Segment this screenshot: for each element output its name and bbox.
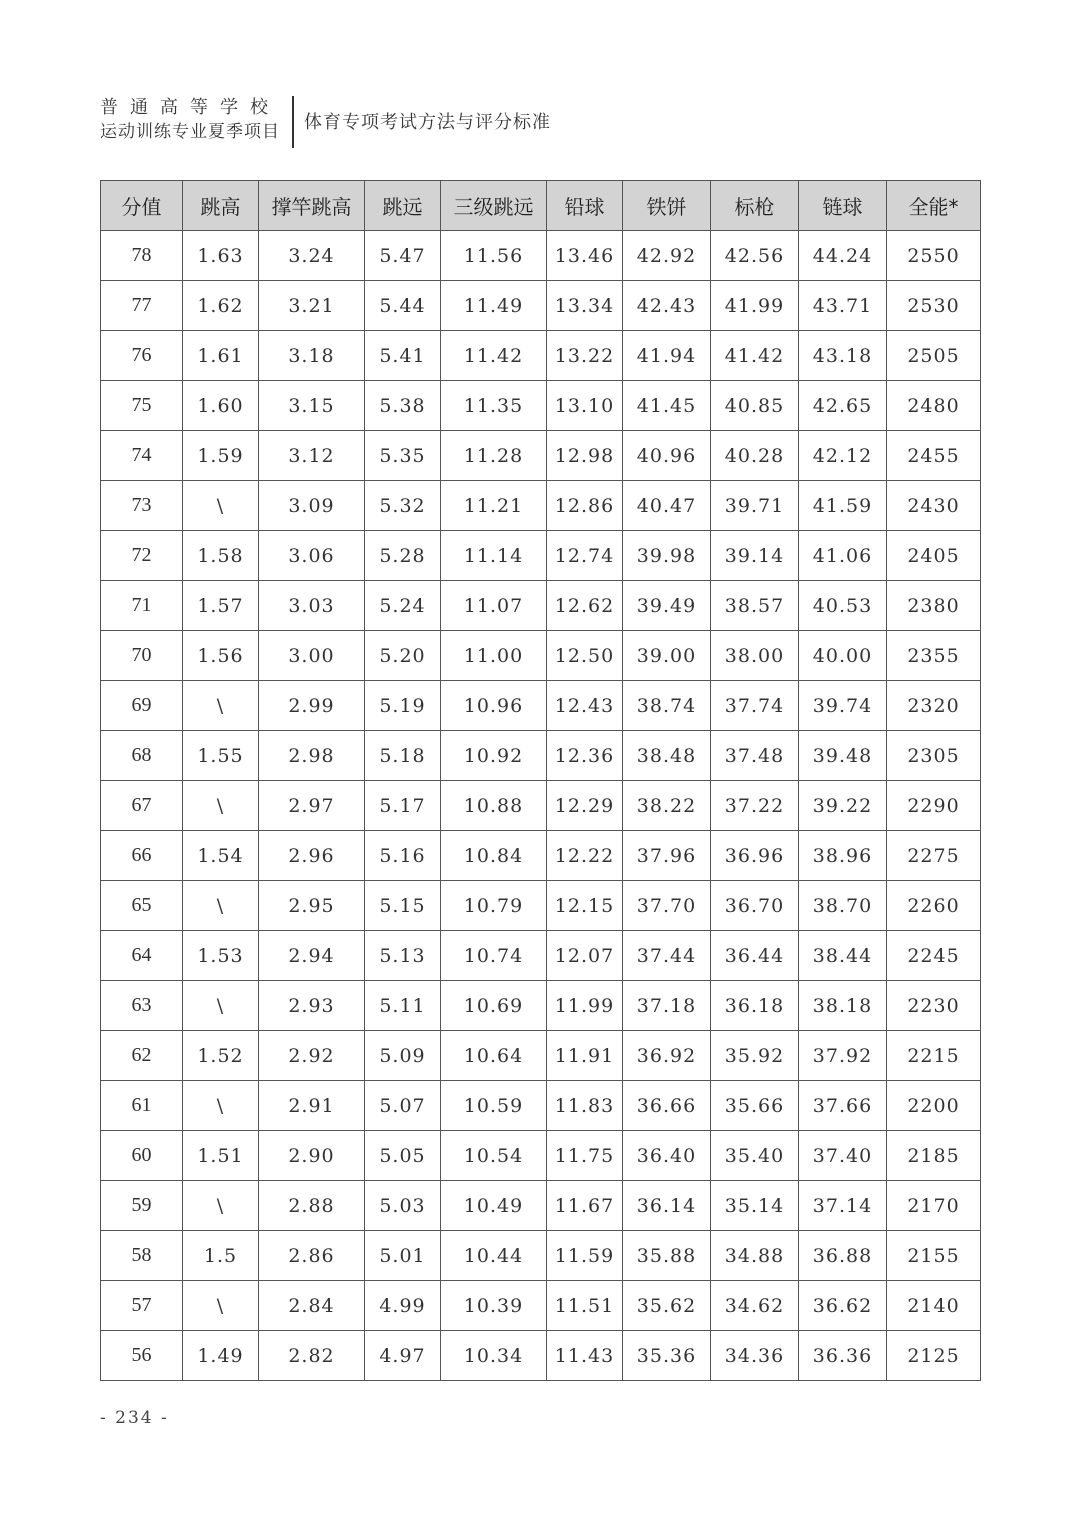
- table-cell: 42.43: [623, 281, 711, 331]
- table-cell: \: [183, 981, 259, 1031]
- table-cell: 11.21: [441, 481, 547, 531]
- table-cell: 40.47: [623, 481, 711, 531]
- table-cell: 36.66: [623, 1081, 711, 1131]
- table-cell: 38.18: [799, 981, 887, 1031]
- table-cell: 42.56: [711, 231, 799, 281]
- table-cell: 11.51: [547, 1281, 623, 1331]
- table-cell: 41.45: [623, 381, 711, 431]
- table-cell: 5.07: [365, 1081, 441, 1131]
- table-cell: 2245: [887, 931, 981, 981]
- table-cell: 3.21: [259, 281, 365, 331]
- table-cell: 38.57: [711, 581, 799, 631]
- table-cell: 39.49: [623, 581, 711, 631]
- table-cell: 10.84: [441, 831, 547, 881]
- table-cell: 36.36: [799, 1331, 887, 1381]
- score-cell: 61: [101, 1081, 183, 1131]
- table-cell: 2140: [887, 1281, 981, 1331]
- table-cell: 1.57: [183, 581, 259, 631]
- table-cell: 37.48: [711, 731, 799, 781]
- table-row: [101, 531, 981, 581]
- table-cell: 42.12: [799, 431, 887, 481]
- table-cell: 5.18: [365, 731, 441, 781]
- table-cell: 5.16: [365, 831, 441, 881]
- table-cell: 39.48: [799, 731, 887, 781]
- table-cell: 5.35: [365, 431, 441, 481]
- table-cell: 2.96: [259, 831, 365, 881]
- table-cell: 5.41: [365, 331, 441, 381]
- table-cell: 40.96: [623, 431, 711, 481]
- table-cell: 2305: [887, 731, 981, 781]
- table-cell: 42.92: [623, 231, 711, 281]
- table-cell: 41.94: [623, 331, 711, 381]
- table-cell: 5.19: [365, 681, 441, 731]
- table-cell: 40.00: [799, 631, 887, 681]
- table-cell: \: [183, 881, 259, 931]
- score-cell: 62: [101, 1031, 183, 1081]
- table-cell: 37.96: [623, 831, 711, 881]
- table-cell: 10.64: [441, 1031, 547, 1081]
- table-cell: \: [183, 481, 259, 531]
- table-row: [101, 681, 981, 731]
- table-cell: 36.96: [711, 831, 799, 881]
- table-cell: 2.93: [259, 981, 365, 1031]
- table-cell: 2.94: [259, 931, 365, 981]
- table-cell: 2170: [887, 1181, 981, 1231]
- table-row: [101, 1031, 981, 1081]
- table-cell: 10.44: [441, 1231, 547, 1281]
- table-cell: 3.24: [259, 231, 365, 281]
- page-header: [100, 96, 551, 148]
- table-cell: 36.40: [623, 1131, 711, 1181]
- table-row: [101, 481, 981, 531]
- table-cell: 37.70: [623, 881, 711, 931]
- table-cell: 1.55: [183, 731, 259, 781]
- table-cell: 2.82: [259, 1331, 365, 1381]
- header-line2: 运动训练专业夏季项目: [100, 122, 280, 142]
- table-cell: 36.18: [711, 981, 799, 1031]
- table-cell: 10.39: [441, 1281, 547, 1331]
- table-cell: 5.05: [365, 1131, 441, 1181]
- table-cell: 12.43: [547, 681, 623, 731]
- table-cell: 11.00: [441, 631, 547, 681]
- table-cell: 11.83: [547, 1081, 623, 1131]
- table-cell: 38.70: [799, 881, 887, 931]
- table-cell: 2.95: [259, 881, 365, 931]
- table-cell: 2455: [887, 431, 981, 481]
- table-cell: 10.49: [441, 1181, 547, 1231]
- table-cell: 12.74: [547, 531, 623, 581]
- table-cell: 41.59: [799, 481, 887, 531]
- table-cell: 5.38: [365, 381, 441, 431]
- table-cell: 3.12: [259, 431, 365, 481]
- table-cell: 13.34: [547, 281, 623, 331]
- table-cell: 11.99: [547, 981, 623, 1031]
- table-cell: 3.18: [259, 331, 365, 381]
- table-cell: 12.22: [547, 831, 623, 881]
- table-cell: \: [183, 1281, 259, 1331]
- column-header: 撑竿跳高: [259, 181, 365, 231]
- table-cell: 11.07: [441, 581, 547, 631]
- table-cell: 2380: [887, 581, 981, 631]
- table-cell: 38.74: [623, 681, 711, 731]
- table-cell: 35.14: [711, 1181, 799, 1231]
- table-cell: 37.66: [799, 1081, 887, 1131]
- table-cell: 11.67: [547, 1181, 623, 1231]
- table-cell: 5.01: [365, 1231, 441, 1281]
- table-cell: 2.84: [259, 1281, 365, 1331]
- table-cell: 10.59: [441, 1081, 547, 1131]
- score-cell: 67: [101, 781, 183, 831]
- table-cell: 40.53: [799, 581, 887, 631]
- table-cell: 1.5: [183, 1231, 259, 1281]
- table-cell: 43.18: [799, 331, 887, 381]
- score-cell: 60: [101, 1131, 183, 1181]
- table-cell: 5.15: [365, 881, 441, 931]
- table-cell: 38.22: [623, 781, 711, 831]
- column-header: 铅球: [547, 181, 623, 231]
- table-cell: 41.99: [711, 281, 799, 331]
- table-cell: 39.14: [711, 531, 799, 581]
- table-cell: 2.86: [259, 1231, 365, 1281]
- table-cell: 5.13: [365, 931, 441, 981]
- table-cell: 39.71: [711, 481, 799, 531]
- score-cell: 68: [101, 731, 183, 781]
- table-cell: 2.91: [259, 1081, 365, 1131]
- table-cell: 11.14: [441, 531, 547, 581]
- score-cell: 56: [101, 1331, 183, 1381]
- table-cell: 44.24: [799, 231, 887, 281]
- table-cell: 12.36: [547, 731, 623, 781]
- table-cell: 4.99: [365, 1281, 441, 1331]
- table-cell: 36.92: [623, 1031, 711, 1081]
- table-cell: 38.00: [711, 631, 799, 681]
- table-cell: 3.15: [259, 381, 365, 431]
- table-cell: 3.03: [259, 581, 365, 631]
- table-cell: 1.53: [183, 931, 259, 981]
- column-header: 跳高: [183, 181, 259, 231]
- table-cell: 2320: [887, 681, 981, 731]
- score-cell: 69: [101, 681, 183, 731]
- table-cell: 2155: [887, 1231, 981, 1281]
- table-cell: 4.97: [365, 1331, 441, 1381]
- table-row: [101, 1181, 981, 1231]
- table-cell: 34.36: [711, 1331, 799, 1381]
- score-cell: 70: [101, 631, 183, 681]
- table-cell: 11.49: [441, 281, 547, 331]
- score-cell: 63: [101, 981, 183, 1031]
- table-cell: 5.32: [365, 481, 441, 531]
- table-body: [101, 231, 981, 1381]
- table-cell: 39.74: [799, 681, 887, 731]
- table-cell: 1.49: [183, 1331, 259, 1381]
- score-cell: 59: [101, 1181, 183, 1231]
- column-header: 全能*: [887, 181, 981, 231]
- table-cell: 12.62: [547, 581, 623, 631]
- column-header: 铁饼: [623, 181, 711, 231]
- table-cell: 5.03: [365, 1181, 441, 1231]
- table-cell: 1.54: [183, 831, 259, 881]
- score-cell: 72: [101, 531, 183, 581]
- table-cell: 2530: [887, 281, 981, 331]
- table-row: [101, 781, 981, 831]
- table-cell: 1.60: [183, 381, 259, 431]
- score-cell: 78: [101, 231, 183, 281]
- table-row: [101, 381, 981, 431]
- table-cell: 10.88: [441, 781, 547, 831]
- table-cell: 2550: [887, 231, 981, 281]
- score-cell: 75: [101, 381, 183, 431]
- table-cell: 37.14: [799, 1181, 887, 1231]
- table-cell: 34.62: [711, 1281, 799, 1331]
- table-cell: 2.97: [259, 781, 365, 831]
- table-cell: 39.22: [799, 781, 887, 831]
- table-cell: 35.88: [623, 1231, 711, 1281]
- table-cell: 37.92: [799, 1031, 887, 1081]
- score-cell: 74: [101, 431, 183, 481]
- table-cell: 36.70: [711, 881, 799, 931]
- table-row: [101, 281, 981, 331]
- table-cell: 12.07: [547, 931, 623, 981]
- table-cell: 5.44: [365, 281, 441, 331]
- table-row: [101, 631, 981, 681]
- table-cell: 2480: [887, 381, 981, 431]
- table-cell: 2.90: [259, 1131, 365, 1181]
- table-cell: 37.44: [623, 931, 711, 981]
- table-cell: 11.56: [441, 231, 547, 281]
- table-cell: 2430: [887, 481, 981, 531]
- table-cell: 36.14: [623, 1181, 711, 1231]
- table-row: [101, 1081, 981, 1131]
- table-cell: 2275: [887, 831, 981, 881]
- table-cell: 11.75: [547, 1131, 623, 1181]
- table-cell: 1.63: [183, 231, 259, 281]
- table-cell: 11.35: [441, 381, 547, 431]
- score-cell: 71: [101, 581, 183, 631]
- table-cell: 36.62: [799, 1281, 887, 1331]
- table-cell: 2.99: [259, 681, 365, 731]
- table-cell: 11.59: [547, 1231, 623, 1281]
- table-row: [101, 581, 981, 631]
- table-cell: 5.24: [365, 581, 441, 631]
- table-cell: 1.58: [183, 531, 259, 581]
- table-cell: 2.92: [259, 1031, 365, 1081]
- table-row: [101, 1331, 981, 1381]
- table-row: [101, 1131, 981, 1181]
- table-cell: 2355: [887, 631, 981, 681]
- table-cell: 37.18: [623, 981, 711, 1031]
- table-cell: \: [183, 781, 259, 831]
- score-cell: 66: [101, 831, 183, 881]
- header-divider: [292, 96, 294, 148]
- header-left-block: [100, 96, 280, 144]
- table-cell: 38.96: [799, 831, 887, 881]
- table-cell: 5.09: [365, 1031, 441, 1081]
- table-cell: 1.61: [183, 331, 259, 381]
- table-cell: 35.62: [623, 1281, 711, 1331]
- table-row: [101, 831, 981, 881]
- table-cell: 5.17: [365, 781, 441, 831]
- table-cell: 41.42: [711, 331, 799, 381]
- table-row: [101, 331, 981, 381]
- table-cell: 10.69: [441, 981, 547, 1031]
- column-header: 跳远: [365, 181, 441, 231]
- table-cell: 13.22: [547, 331, 623, 381]
- table-cell: 35.66: [711, 1081, 799, 1131]
- table-cell: 2215: [887, 1031, 981, 1081]
- table-cell: 35.36: [623, 1331, 711, 1381]
- table-cell: 36.44: [711, 931, 799, 981]
- table-cell: 1.52: [183, 1031, 259, 1081]
- table-cell: 1.62: [183, 281, 259, 331]
- table-cell: 43.71: [799, 281, 887, 331]
- table-cell: 3.06: [259, 531, 365, 581]
- table-cell: 39.00: [623, 631, 711, 681]
- table-row: [101, 1231, 981, 1281]
- table-cell: 10.34: [441, 1331, 547, 1381]
- table-cell: 12.15: [547, 881, 623, 931]
- table-row: [101, 1281, 981, 1331]
- table-cell: 41.06: [799, 531, 887, 581]
- table-cell: 34.88: [711, 1231, 799, 1281]
- table-cell: \: [183, 681, 259, 731]
- header-row: [101, 181, 981, 231]
- table-cell: 12.29: [547, 781, 623, 831]
- table-cell: 13.10: [547, 381, 623, 431]
- table-cell: 5.20: [365, 631, 441, 681]
- table-row: [101, 231, 981, 281]
- table-cell: 10.96: [441, 681, 547, 731]
- table-cell: 10.79: [441, 881, 547, 931]
- table-cell: 2.88: [259, 1181, 365, 1231]
- table-cell: 40.28: [711, 431, 799, 481]
- table-cell: 1.59: [183, 431, 259, 481]
- table-cell: 13.46: [547, 231, 623, 281]
- table-cell: 10.74: [441, 931, 547, 981]
- table-header: [101, 181, 981, 231]
- table-cell: 5.11: [365, 981, 441, 1031]
- score-cell: 76: [101, 331, 183, 381]
- table-cell: 2405: [887, 531, 981, 581]
- column-header: 标枪: [711, 181, 799, 231]
- table-cell: 11.42: [441, 331, 547, 381]
- table-cell: 2230: [887, 981, 981, 1031]
- table-cell: 2200: [887, 1081, 981, 1131]
- score-cell: 58: [101, 1231, 183, 1281]
- table-cell: \: [183, 1081, 259, 1131]
- table-cell: 42.65: [799, 381, 887, 431]
- table-cell: 5.47: [365, 231, 441, 281]
- table-cell: 36.88: [799, 1231, 887, 1281]
- table-cell: 2290: [887, 781, 981, 831]
- table-row: [101, 431, 981, 481]
- table-cell: 40.85: [711, 381, 799, 431]
- table-cell: 37.40: [799, 1131, 887, 1181]
- table-cell: 11.43: [547, 1331, 623, 1381]
- table-cell: 35.40: [711, 1131, 799, 1181]
- table-cell: 10.92: [441, 731, 547, 781]
- table-cell: 12.50: [547, 631, 623, 681]
- table-cell: 2505: [887, 331, 981, 381]
- table-cell: 1.56: [183, 631, 259, 681]
- table-cell: 1.51: [183, 1131, 259, 1181]
- score-table: [100, 180, 981, 1381]
- table-cell: 2260: [887, 881, 981, 931]
- table-cell: 5.28: [365, 531, 441, 581]
- column-header: 链球: [799, 181, 887, 231]
- table-cell: 12.98: [547, 431, 623, 481]
- table-cell: 37.22: [711, 781, 799, 831]
- score-cell: 65: [101, 881, 183, 931]
- header-subtitle: 体育专项考试方法与评分标准: [304, 112, 551, 133]
- table-cell: 11.28: [441, 431, 547, 481]
- score-cell: 57: [101, 1281, 183, 1331]
- header-line1: 普通高等学校: [100, 97, 280, 118]
- table-cell: 3.00: [259, 631, 365, 681]
- table-cell: 35.92: [711, 1031, 799, 1081]
- table-cell: 2125: [887, 1331, 981, 1381]
- table-cell: 38.48: [623, 731, 711, 781]
- table-row: [101, 981, 981, 1031]
- table-cell: 12.86: [547, 481, 623, 531]
- page-number: - 234 -: [100, 1408, 169, 1428]
- table-cell: 3.09: [259, 481, 365, 531]
- score-cell: 77: [101, 281, 183, 331]
- table-row: [101, 731, 981, 781]
- table-cell: 37.74: [711, 681, 799, 731]
- score-cell: 73: [101, 481, 183, 531]
- table-cell: 38.44: [799, 931, 887, 981]
- table-cell: 11.91: [547, 1031, 623, 1081]
- table-cell: \: [183, 1181, 259, 1231]
- table-cell: 2.98: [259, 731, 365, 781]
- table-cell: 39.98: [623, 531, 711, 581]
- table-row: [101, 881, 981, 931]
- table-cell: 2185: [887, 1131, 981, 1181]
- table-cell: 10.54: [441, 1131, 547, 1181]
- column-header: 三级跳远: [441, 181, 547, 231]
- column-header: 分值: [101, 181, 183, 231]
- score-cell: 64: [101, 931, 183, 981]
- table-row: [101, 931, 981, 981]
